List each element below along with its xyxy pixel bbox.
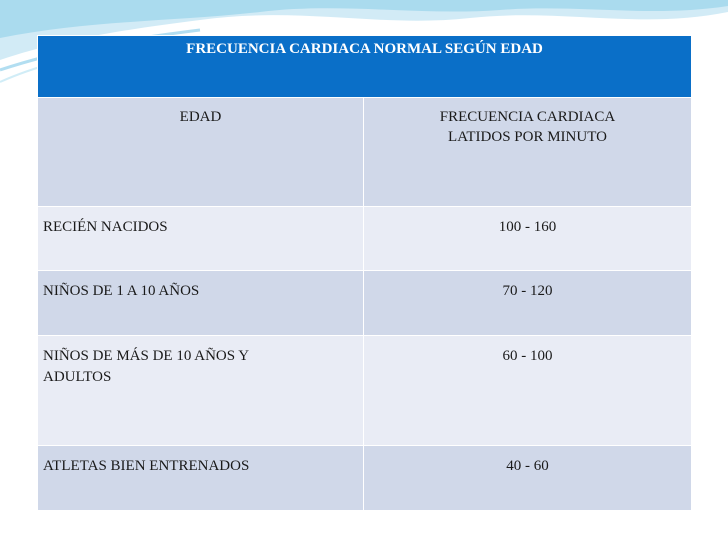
heart-rate-cell: 40 - 60 (364, 446, 692, 511)
heart-rate-cell: 100 - 160 (364, 207, 692, 271)
age-group-cell: NIÑOS DE 1 A 10 AÑOS (38, 271, 364, 336)
column-header-heart-rate-line2: LATIDOS POR MINUTO (448, 129, 607, 145)
table-row (38, 336, 692, 446)
column-header-heart-rate-line1: FRECUENCIA CARDIACA (439, 109, 616, 125)
table-row (38, 446, 692, 511)
age-group-cell: ATLETAS BIEN ENTRENADOS (38, 446, 364, 511)
age-group-cell (38, 336, 364, 446)
column-header-age: EDAD (38, 98, 364, 207)
table-row (38, 207, 692, 271)
heart-rate-cell: 60 - 100 (364, 336, 692, 446)
age-group-cell: RECIÉN NACIDOS (38, 207, 364, 271)
age-group-text: NIÑOS DE MÁS DE 10 AÑOS Y ADULTOS (43, 348, 249, 385)
heart-rate-cell: 70 - 120 (364, 271, 692, 336)
table-title: FRECUENCIA CARDIACA NORMAL SEGÚN EDAD (38, 36, 692, 98)
table-row (38, 271, 692, 336)
column-header-heart-rate (364, 98, 692, 207)
heart-rate-table (37, 35, 691, 510)
